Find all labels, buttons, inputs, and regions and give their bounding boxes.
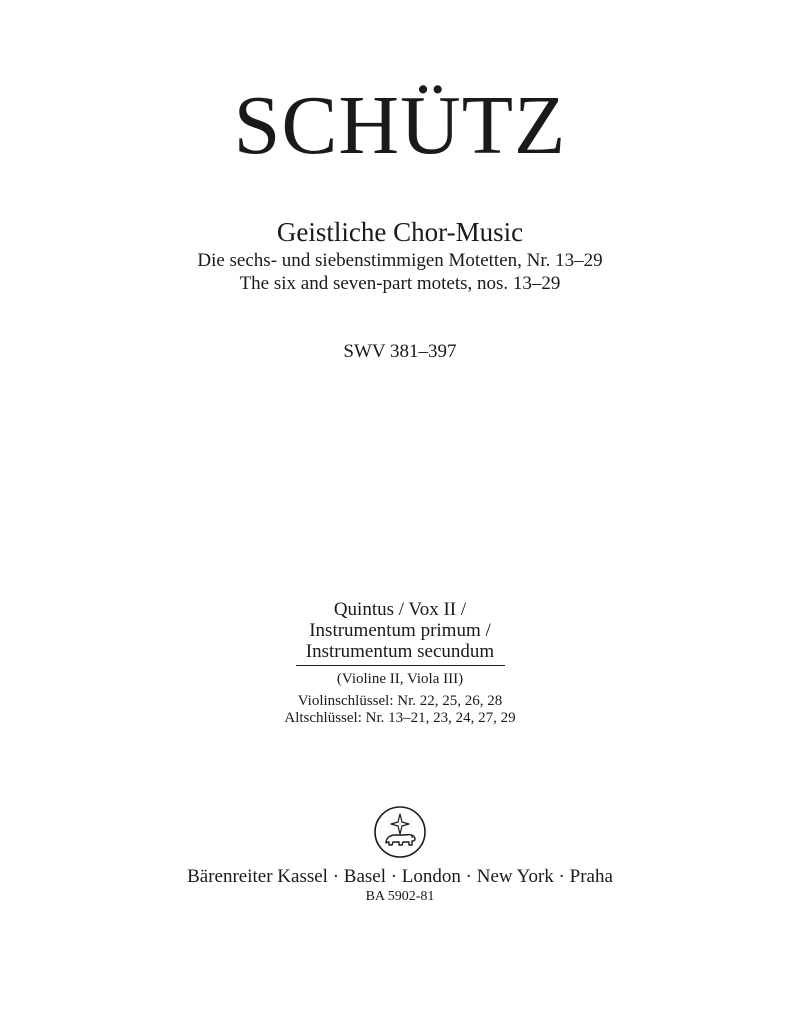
subtitle-english: The six and seven-part motets, nos. 13–29 (239, 273, 561, 294)
composer-name: SCHÜTZ (233, 79, 567, 172)
instrument-note: (Violine II, Viola III) (336, 671, 464, 687)
part-line-1: Quintus / Vox II / (333, 599, 467, 620)
part-divider (296, 665, 505, 666)
part-line-2: Instrumentum primum / (309, 620, 491, 641)
publisher-line: Bärenreiter Kassel · Basel · London · New York · Praha (187, 866, 613, 887)
catalog-number: SWV 381–397 (343, 341, 457, 362)
baerenreiter-bear-star-icon (373, 805, 427, 859)
part-line-3: Instrumentum secundum (305, 641, 495, 662)
work-title: Geistliche Chor-Music (276, 217, 524, 247)
clef-note-alto: Altschlüssel: Nr. 13–21, 23, 24, 27, 29 (284, 710, 516, 726)
order-number: BA 5902-81 (365, 889, 435, 904)
subtitle-german: Die sechs- und siebenstimmigen Motetten, Nr. 13–29 (197, 250, 603, 271)
clef-note-treble: Violinschlüssel: Nr. 22, 25, 26, 28 (297, 693, 503, 709)
